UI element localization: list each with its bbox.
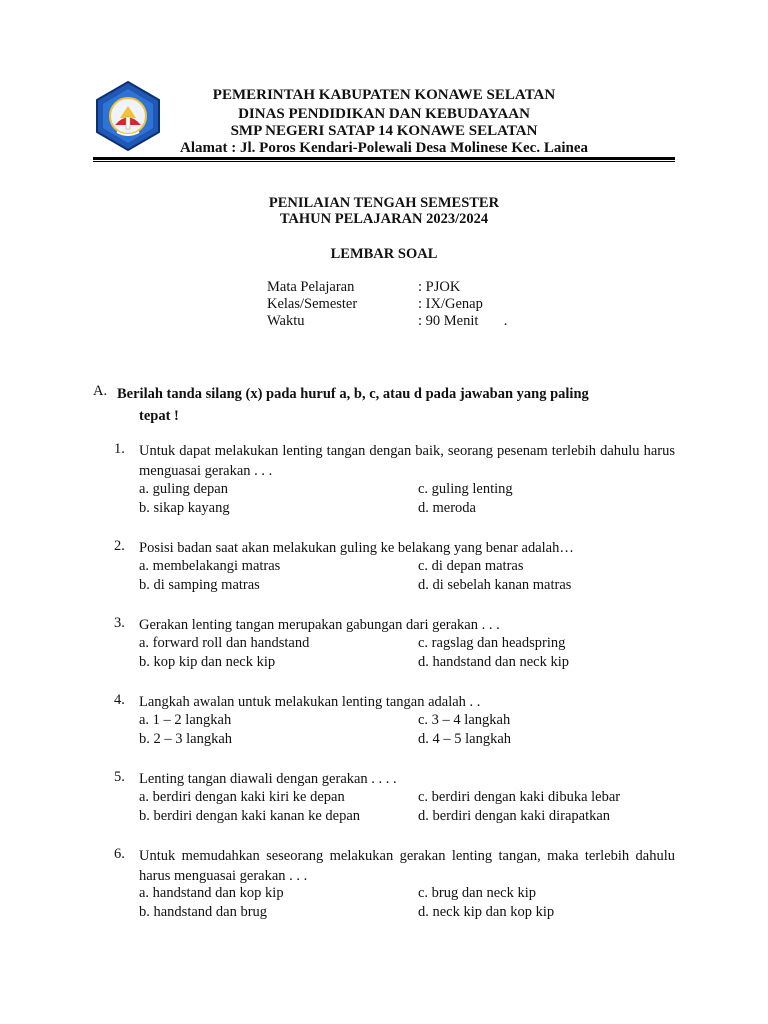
option-c: c. 3 – 4 langkah	[418, 712, 511, 728]
option-c: c. ragslag dan headspring	[418, 635, 566, 651]
header-department: DINAS PENDIDIKAN DAN KEBUDAYAAN	[238, 106, 530, 122]
info-value-class: : IX/Genap	[418, 296, 483, 312]
option-c: c. guling lenting	[418, 481, 513, 497]
option-d: d. di sebelah kanan matras	[418, 577, 572, 593]
header-address: Alamat : Jl. Poros Kendari-Polewali Desa Molinese Kec. Lainea	[180, 140, 588, 156]
option-d: d. neck kip dan kop kip	[418, 904, 555, 920]
option-a: a. 1 – 2 langkah	[139, 712, 232, 728]
question-number: 5.	[114, 769, 125, 785]
option-a: a. guling depan	[139, 481, 228, 497]
option-c: c. berdiri dengan kaki dibuka lebar	[418, 789, 621, 805]
option-a: a. handstand dan kop kip	[139, 885, 284, 901]
question-text: Gerakan lenting tangan merupakan gabungan dari gerakan . . .	[139, 617, 500, 633]
question-text: Lenting tangan diawali dengan gerakan . . . .	[139, 771, 397, 787]
question-number: 1.	[114, 441, 125, 457]
option-d: d. meroda	[418, 500, 476, 516]
info-label-class: Kelas/Semester	[267, 296, 358, 312]
option-d: d. handstand dan neck kip	[418, 654, 570, 670]
header-divider-thin	[93, 161, 675, 162]
option-b: b. berdiri dengan kaki kanan ke depan	[139, 808, 361, 824]
option-a: a. berdiri dengan kaki kiri ke depan	[139, 789, 345, 805]
sheet-title: LEMBAR SOAL	[330, 246, 438, 262]
option-b: b. 2 – 3 langkah	[139, 731, 233, 747]
section-instruction-line1: Berilah tanda silang (x) pada huruf a, b, c, atau d pada jawaban yang paling	[117, 386, 589, 402]
question-text: Untuk dapat melakukan lenting tangan dengan baik, seorang pesenam terlebih dahulu harus menguasai gerakan . . .	[139, 443, 675, 479]
section-instruction-line2: tepat !	[139, 408, 179, 424]
option-b: b. di samping matras	[139, 577, 260, 593]
question-number: 4.	[114, 692, 125, 708]
option-d: d. 4 – 5 langkah	[418, 731, 512, 747]
section-letter: A.	[93, 383, 108, 399]
header-government: PEMERINTAH KABUPATEN KONAWE SELATAN	[212, 87, 556, 103]
exam-year: TAHUN PELAJARAN 2023/2024	[279, 211, 489, 227]
option-c: c. brug dan neck kip	[418, 885, 536, 901]
question-text: Langkah awalan untuk melakukan lenting tangan adalah . .	[139, 694, 481, 710]
info-value-subject: : PJOK	[418, 279, 461, 295]
section-instruction	[117, 383, 677, 427]
question-text: Untuk memudahkan seseorang melakukan gerakan lenting tangan, maka terlebih dahulu harus menguasai gerakan . . .	[139, 848, 675, 884]
option-b: b. sikap kayang	[139, 500, 230, 516]
header-divider-thick	[93, 157, 675, 160]
info-value-time: : 90 Menit .	[418, 313, 508, 329]
question-number: 6.	[114, 846, 125, 862]
option-d: d. berdiri dengan kaki dirapatkan	[418, 808, 611, 824]
info-label-time: Waktu	[267, 313, 305, 329]
option-a: a. membelakangi matras	[139, 558, 281, 574]
question-number: 2.	[114, 538, 125, 554]
option-a: a. forward roll dan handstand	[139, 635, 310, 651]
option-b: b. kop kip dan neck kip	[139, 654, 276, 670]
question-text: Posisi badan saat akan melakukan guling ke belakang yang benar adalah…	[139, 540, 574, 556]
exam-title: PENILAIAN TENGAH SEMESTER	[268, 195, 500, 211]
info-label-subject: Mata Pelajaran	[267, 279, 355, 295]
option-b: b. handstand dan brug	[139, 904, 268, 920]
option-c: c. di depan matras	[418, 558, 524, 574]
header-school: SMP NEGERI SATAP 14 KONAWE SELATAN	[230, 123, 538, 139]
question-number: 3.	[114, 615, 125, 631]
